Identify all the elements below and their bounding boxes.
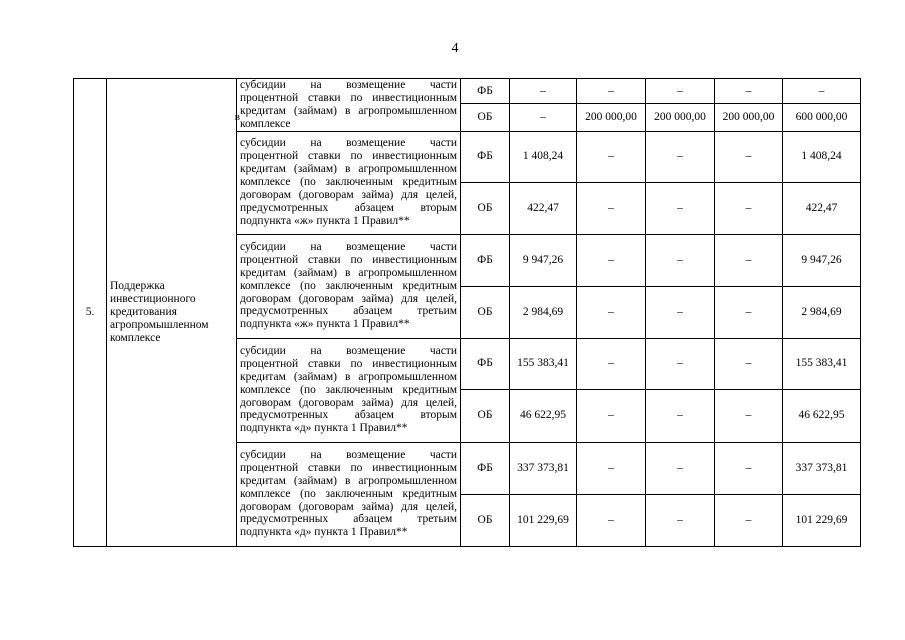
amount-year4-cell: – (715, 389, 783, 442)
amount-total-cell: – (783, 79, 861, 104)
budget-source-cell: ФБ (461, 338, 510, 389)
description-line: процентной ставки по инвестиционным (240, 150, 457, 163)
amount-total-cell: 101 229,69 (783, 494, 861, 546)
description-line: субсидии на возмещение части (240, 79, 457, 91)
amount-year2-cell: – (577, 79, 646, 104)
amount-total-cell: 337 373,81 (783, 442, 861, 494)
amount-year2-cell: – (577, 234, 646, 286)
amount-year1-cell: 46 622,95 (510, 389, 577, 442)
description-line: комплексе (по заключенным кредитным (240, 383, 457, 396)
amount-year4-cell: – (715, 494, 783, 546)
description-line: субсидии на возмещение части (240, 240, 457, 253)
subsidy-description-cell (237, 131, 461, 234)
amount-total-cell: 600 000,00 (783, 104, 861, 131)
amount-total-cell: 1 408,24 (783, 131, 861, 182)
amount-year1-cell: 2 984,69 (510, 286, 577, 338)
description-line: договорам (договорам займа) для целей, (240, 292, 457, 305)
amount-year4-cell: 200 000,00 (715, 104, 783, 131)
description-line: процентной ставки по инвестиционным (240, 91, 457, 104)
measure-title-line: Поддержка (110, 280, 165, 293)
description-line: комплексе (по заключенным кредитным (240, 487, 457, 500)
description-line: подпункта «д» пункта 1 Правил** (240, 526, 408, 539)
subsidy-description-cell (237, 234, 461, 338)
amount-year3-cell: – (646, 131, 715, 182)
budget-source-cell: ОБ (461, 494, 510, 546)
amount-year3-cell: – (646, 442, 715, 494)
description-line: предусмотренных абзацем вторым (240, 409, 457, 422)
description-line: кредитам (займам) в агропромышленном (240, 266, 457, 279)
amount-year1-cell: – (510, 104, 577, 131)
amount-total-cell: 9 947,26 (783, 234, 861, 286)
amount-year4-cell: – (715, 286, 783, 338)
amount-total-cell: 2 984,69 (783, 286, 861, 338)
amount-year2-cell: – (577, 131, 646, 182)
row-number-cell: 5. (74, 79, 107, 547)
budget-source-cell: ФБ (461, 442, 510, 494)
budget-source-cell: ОБ (461, 104, 510, 131)
amount-year1-cell: – (510, 79, 577, 104)
description-line: договорам (договорам займа) для целей, (240, 500, 457, 513)
measure-title-cell (107, 79, 240, 547)
subsidy-description-cell (237, 442, 461, 546)
amount-year1-cell: 155 383,41 (510, 338, 577, 389)
amount-year2-cell: – (577, 338, 646, 389)
amount-year3-cell: – (646, 182, 715, 234)
amount-year2-cell: – (577, 182, 646, 234)
description-line: договорам (договорам займа) для целей, (240, 189, 457, 202)
budget-source-cell: ФБ (461, 131, 510, 182)
amount-year3-cell: – (646, 79, 715, 104)
description-line: предусмотренных абзацем вторым (240, 201, 457, 214)
budget-source-cell: ОБ (461, 286, 510, 338)
measure-title-line: инвестиционного (110, 292, 196, 305)
amount-year1-cell: 337 373,81 (510, 442, 577, 494)
description-line: кредитам (займам) в агропромышленном (240, 474, 457, 487)
description-line: кредитам (займам) в агропромышленном (240, 370, 457, 383)
amount-total-cell: 155 383,41 (783, 338, 861, 389)
amount-year2-cell: – (577, 442, 646, 494)
measure-title-line: агропромышленном (110, 318, 209, 331)
measure-title-line: кредитования (110, 305, 177, 318)
budget-source-cell: ФБ (461, 79, 510, 104)
amount-year3-cell: – (646, 286, 715, 338)
amount-year3-cell: – (646, 338, 715, 389)
amount-year4-cell: – (715, 182, 783, 234)
budget-source-cell: ОБ (461, 182, 510, 234)
measure-title-line: комплексе (110, 331, 161, 344)
description-line: подпункта «д» пункта 1 Правил** (240, 422, 408, 435)
amount-year4-cell: – (715, 79, 783, 104)
description-line: подпункта «ж» пункта 1 Правил** (240, 214, 410, 227)
amount-year4-cell: – (715, 442, 783, 494)
description-line: комплексе (по заключенным кредитным (240, 279, 457, 292)
description-line: субсидии на возмещение части (240, 344, 457, 357)
amount-total-cell: 422,47 (783, 182, 861, 234)
description-line: кредитам (займам) в агропромышленном (240, 163, 457, 176)
budget-table (73, 78, 861, 547)
description-line: субсидии на возмещение части (240, 448, 457, 461)
description-line: процентной ставки по инвестиционным (240, 461, 457, 474)
description-line: предусмотренных абзацем третьим (240, 513, 457, 526)
amount-year3-cell: – (646, 234, 715, 286)
subsidy-description-cell (234, 79, 461, 132)
amount-year1-cell: 101 229,69 (510, 494, 577, 546)
description-line: комплексе (по заключенным кредитным (240, 176, 457, 189)
description-line: комплексе (240, 117, 291, 130)
page-number: 4 (451, 41, 459, 56)
amount-year2-cell: 200 000,00 (577, 104, 646, 131)
budget-source-cell: ОБ (461, 389, 510, 442)
description-line: кредитам (займам) в агропромышленном (240, 104, 457, 117)
amount-year2-cell: – (577, 286, 646, 338)
amount-year4-cell: – (715, 131, 783, 182)
amount-year1-cell: 422,47 (510, 182, 577, 234)
budget-source-cell: ФБ (461, 234, 510, 286)
amount-year2-cell: – (577, 494, 646, 546)
amount-year3-cell: 200 000,00 (646, 104, 715, 131)
amount-year1-cell: 1 408,24 (510, 131, 577, 182)
amount-year4-cell: – (715, 234, 783, 286)
description-line: предусмотренных абзацем третьим (240, 305, 457, 318)
description-line: договорам (договорам займа) для целей, (240, 396, 457, 409)
stray-preposition: в (234, 111, 240, 123)
amount-total-cell: 46 622,95 (783, 389, 861, 442)
table-row (74, 79, 861, 104)
amount-year4-cell: – (715, 338, 783, 389)
description-line: процентной ставки по инвестиционным (240, 253, 457, 266)
amount-year3-cell: – (646, 494, 715, 546)
amount-year1-cell: 9 947,26 (510, 234, 577, 286)
description-line: процентной ставки по инвестиционным (240, 357, 457, 370)
description-line: подпункта «ж» пункта 1 Правил** (240, 318, 410, 331)
subsidy-description-cell (237, 338, 461, 442)
amount-year2-cell: – (577, 389, 646, 442)
amount-year3-cell: – (646, 389, 715, 442)
description-line: субсидии на возмещение части (240, 137, 457, 150)
